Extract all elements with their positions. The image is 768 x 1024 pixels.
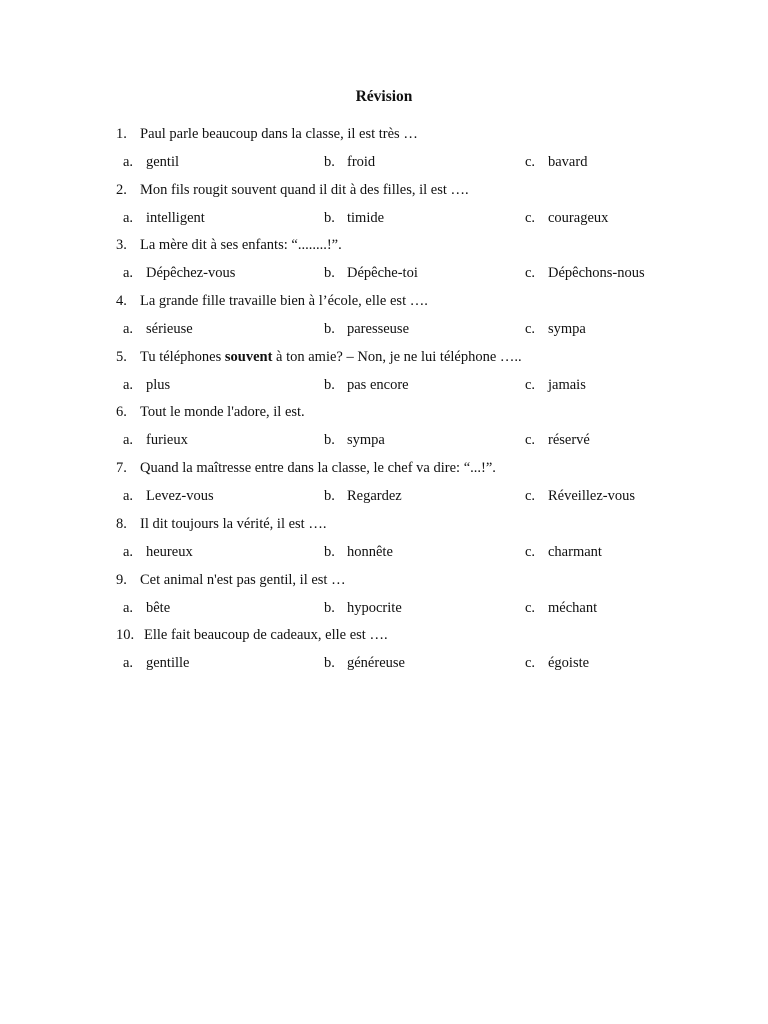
question-4 <box>0 289 768 345</box>
question-text-start: Tu téléphones <box>140 348 225 365</box>
question-prompt <box>116 402 305 422</box>
option-c <box>525 319 586 339</box>
option-letter: b. <box>324 432 335 449</box>
option-c <box>525 598 597 618</box>
option-text: sérieuse <box>146 321 193 338</box>
option-letter: b. <box>324 209 335 226</box>
option-a <box>123 263 235 283</box>
option-text: hypocrite <box>347 599 402 616</box>
option-text: charmant <box>548 543 602 560</box>
question-text: Tout le monde l'adore, il est. <box>140 404 305 421</box>
option-c <box>525 430 590 450</box>
option-letter: b. <box>324 543 335 560</box>
option-b <box>324 319 409 339</box>
option-letter: c. <box>525 209 536 226</box>
option-letter: c. <box>525 265 536 282</box>
option-text: méchant <box>548 599 598 616</box>
option-text: pas encore <box>347 376 409 393</box>
option-text: heureux <box>146 543 193 560</box>
option-text: bavard <box>548 154 588 170</box>
question-prompt <box>116 570 346 590</box>
option-text: jamais <box>548 376 586 393</box>
question-1 <box>0 122 768 178</box>
option-b <box>324 208 384 228</box>
option-text: froid <box>347 154 376 170</box>
option-text: Dépêchez-vous <box>146 265 236 282</box>
question-text-emphasis: souvent <box>224 348 273 365</box>
option-a <box>123 375 170 395</box>
option-text: gentille <box>146 655 190 672</box>
question-3 <box>0 233 768 289</box>
option-text: timide <box>347 209 385 226</box>
option-text: sympa <box>347 432 385 449</box>
question-prompt <box>116 514 326 534</box>
option-letter: a. <box>123 488 134 505</box>
option-c <box>525 486 635 506</box>
option-letter: b. <box>324 655 335 672</box>
question-number: 1. <box>116 126 127 142</box>
option-letter: c. <box>525 543 536 560</box>
question-prompt <box>116 291 428 311</box>
option-b <box>324 598 402 618</box>
option-a <box>123 319 193 339</box>
option-letter: b. <box>324 376 335 393</box>
option-c <box>525 542 602 562</box>
option-text: généreuse <box>347 655 405 672</box>
question-number: 8. <box>116 515 127 532</box>
option-letter: a. <box>123 209 134 226</box>
option-b <box>324 486 402 506</box>
question-text: Paul parle beaucoup dans la classe, il est très … <box>140 126 418 142</box>
option-b <box>324 653 405 673</box>
option-letter: a. <box>123 432 134 449</box>
option-c <box>525 152 587 172</box>
option-text: courageux <box>548 209 609 226</box>
option-b <box>324 430 385 450</box>
page-title: Révision <box>355 88 413 105</box>
option-text: paresseuse <box>347 321 410 338</box>
option-letter: a. <box>123 265 134 282</box>
question-6 <box>0 400 768 456</box>
option-c <box>525 653 589 673</box>
option-letter: c. <box>525 432 536 449</box>
question-prompt <box>116 235 342 255</box>
question-list <box>0 122 768 679</box>
option-text: Dépêchons-nous <box>548 265 645 282</box>
option-text: bête <box>146 599 171 616</box>
option-text: honnête <box>347 543 393 560</box>
question-number: 2. <box>116 181 127 198</box>
question-number: 5. <box>116 348 127 365</box>
option-text: sympa <box>548 321 586 338</box>
question-number: 4. <box>116 293 127 310</box>
question-prompt <box>116 347 522 367</box>
option-text: Regardez <box>347 488 402 505</box>
option-letter: c. <box>525 488 536 505</box>
option-b <box>324 375 409 395</box>
question-text: La mère dit à ses enfants: “........!”. <box>140 237 342 254</box>
option-text: Réveillez-vous <box>548 488 635 505</box>
question-9 <box>0 568 768 624</box>
option-letter: a. <box>123 543 134 560</box>
option-b <box>324 542 393 562</box>
question-text: Quand la maîtresse entre dans la classe, le chef va dire: “...!”. <box>140 460 496 477</box>
option-letter: a. <box>123 321 134 338</box>
option-c <box>525 208 608 228</box>
option-c <box>525 375 586 395</box>
option-text: réservé <box>548 432 590 449</box>
question-text: La grande fille travaille bien à l’école, elle est …. <box>140 293 428 310</box>
option-b <box>324 152 375 172</box>
question-number: 9. <box>116 571 127 588</box>
question-5 <box>0 345 768 401</box>
question-7 <box>0 456 768 512</box>
question-10 <box>0 623 768 679</box>
option-letter: a. <box>123 655 134 672</box>
option-letter: c. <box>525 655 536 672</box>
option-a <box>123 542 193 562</box>
question-number: 10. <box>116 627 135 644</box>
option-a <box>123 152 179 172</box>
option-a <box>123 598 170 618</box>
option-text: plus <box>146 376 171 393</box>
question-8 <box>0 512 768 568</box>
option-a <box>123 430 188 450</box>
option-letter: c. <box>525 321 536 338</box>
question-text: Cet animal n'est pas gentil, il est … <box>140 571 346 588</box>
option-text: Levez-vous <box>146 488 214 505</box>
question-text: Il dit toujours la vérité, il est …. <box>140 515 327 532</box>
question-text <box>140 349 522 365</box>
question-text: Mon fils rougit souvent quand il dit à des filles, il est …. <box>140 181 469 198</box>
option-letter: c. <box>525 599 536 616</box>
question-prompt <box>116 180 469 200</box>
option-text: gentil <box>146 154 180 170</box>
option-b <box>324 263 418 283</box>
option-text: intelligent <box>146 209 205 226</box>
option-letter: a. <box>123 154 134 170</box>
question-2 <box>0 178 768 234</box>
question-text-end: à ton amie? – Non, je ne lui téléphone ….. <box>272 348 522 365</box>
option-text: furieux <box>146 432 188 449</box>
option-letter: b. <box>324 599 335 616</box>
option-letter: b. <box>324 154 335 170</box>
question-number: 3. <box>116 237 127 254</box>
option-letter: b. <box>324 321 335 338</box>
option-text: égoiste <box>548 655 590 672</box>
option-text: Dépêche-toi <box>347 265 418 282</box>
option-c <box>525 263 645 283</box>
question-number: 6. <box>116 404 127 421</box>
option-letter: c. <box>525 376 536 393</box>
option-letter: b. <box>324 265 335 282</box>
option-a <box>123 486 214 506</box>
question-prompt <box>116 124 418 144</box>
option-a <box>123 208 205 228</box>
option-letter: a. <box>123 376 134 393</box>
option-letter: a. <box>123 599 134 616</box>
question-prompt <box>116 625 388 645</box>
question-prompt <box>116 458 496 478</box>
question-number: 7. <box>116 460 127 477</box>
option-letter: c. <box>525 154 536 170</box>
question-text: Elle fait beaucoup de cadeaux, elle est …. <box>144 627 388 644</box>
option-letter: b. <box>324 488 335 505</box>
option-a <box>123 653 190 673</box>
